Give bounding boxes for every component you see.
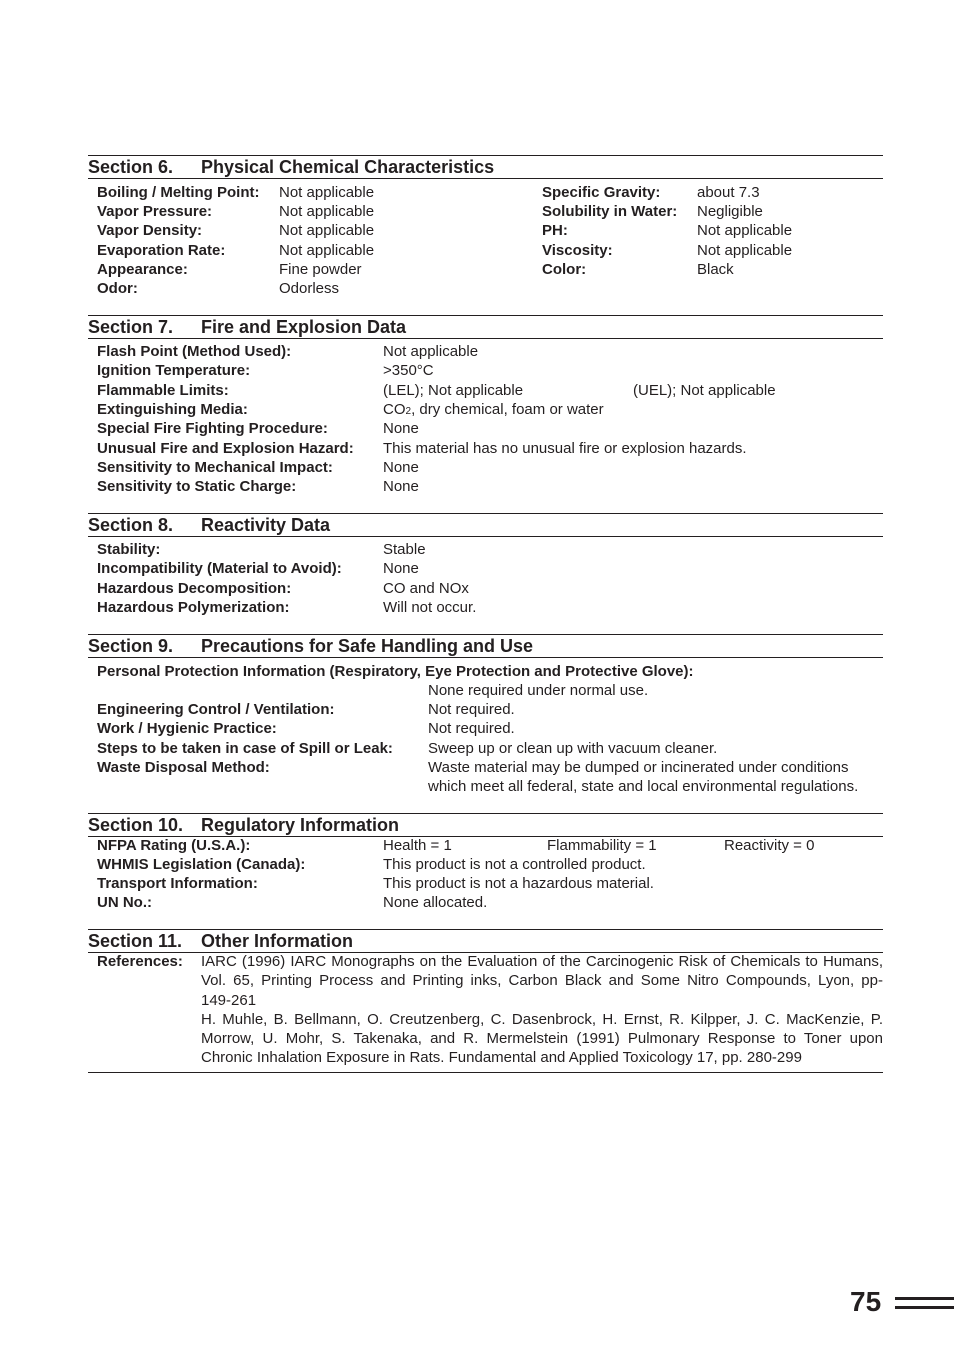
property-value: None — [383, 420, 419, 437]
property-value: Negligible — [697, 203, 763, 220]
property-label: Boiling / Melting Point: — [97, 184, 260, 201]
property-value: This product is not a controlled product. — [383, 856, 646, 873]
property-label: Unusual Fire and Explosion Hazard: — [97, 440, 354, 457]
property-value: Fine powder — [279, 261, 362, 278]
section-11-header — [88, 929, 883, 953]
property-value: None allocated. — [383, 894, 488, 911]
section-11 — [88, 929, 883, 1066]
property-value: Not applicable — [383, 343, 479, 360]
property-value: This material has no unusual fire or explosion hazards. — [383, 440, 747, 457]
property-value: Not required. — [428, 720, 515, 737]
subscript: 2 — [405, 406, 412, 417]
section-end-divider — [88, 1072, 883, 1073]
section-7-header — [88, 315, 883, 339]
property-label: Special Fire Fighting Procedure: — [97, 420, 328, 437]
property-label: Solubility in Water: — [542, 203, 678, 220]
section-title: Physical Chemical Characteristics — [201, 157, 495, 177]
property-value: Not applicable — [697, 222, 793, 239]
section-number: Section 9. — [88, 636, 174, 656]
property-label: Ignition Temperature: — [97, 362, 251, 379]
section-9-header — [88, 634, 883, 658]
property-value: CO and NOx — [383, 580, 469, 597]
section-number: Section 6. — [88, 157, 174, 177]
property-label: Stability: — [97, 541, 161, 558]
property-value: Odorless — [279, 280, 340, 297]
property-label: Appearance: — [97, 261, 188, 278]
formula-rest: , dry chemical, foam or water — [411, 401, 604, 418]
property-label: Flash Point (Method Used): — [97, 343, 292, 360]
property-value: Sweep up or clean up with vacuum cleaner. — [428, 740, 718, 757]
property-value: None — [383, 459, 419, 476]
property-label: Hazardous Polymerization: — [97, 599, 290, 616]
property-label: Incompatibility (Material to Avoid): — [97, 560, 342, 577]
section-9 — [88, 634, 883, 795]
section-8 — [88, 513, 883, 616]
section-title: Precautions for Safe Handling and Use — [201, 636, 534, 656]
section-number: Section 7. — [88, 317, 174, 337]
section-number: Section 10. — [88, 815, 184, 835]
section-6 — [88, 155, 883, 297]
property-value — [383, 400, 604, 421]
property-label: Extinguishing Media: — [97, 401, 248, 418]
property-label: Engineering Control / Ventilation: — [97, 701, 335, 718]
section-title: Other Information — [201, 931, 353, 951]
property-label: WHMIS Legislation (Canada): — [97, 856, 306, 873]
property-value: about 7.3 — [697, 184, 760, 201]
reference-line: IARC (1996) IARC Monographs on the Evaluation of the Carcinogenic Risk of Chemicals to Humans, — [201, 953, 883, 970]
nfpa-flammability: Flammability = 1 — [547, 837, 657, 854]
reference-line: Morrow, U. Mohr, S. Takenaka, and R. Mermelstein (1991) Pulmonary Response to Toner upon — [201, 1030, 883, 1047]
property-value: None required under normal use. — [428, 682, 649, 699]
page-decoration-bar — [895, 1297, 954, 1300]
section-10 — [88, 813, 883, 911]
property-label: Flammable Limits: — [97, 382, 229, 399]
property-value: Stable — [383, 541, 426, 558]
section-number: Section 11. — [88, 931, 183, 951]
property-value: This product is not a hazardous material. — [383, 875, 654, 892]
property-label: NFPA Rating (U.S.A.): — [97, 837, 251, 854]
reference-line: Chronic Inhalation Exposure in Rats. Fundamental and Applied Toxicology 17, pp. 280-299 — [201, 1049, 802, 1066]
property-label: PH: — [542, 222, 568, 239]
property-value: Will not occur. — [383, 599, 477, 616]
formula-text: CO — [383, 401, 406, 418]
property-label: Evaporation Rate: — [97, 242, 226, 259]
page-number: 75 — [850, 1286, 882, 1317]
property-value: None — [383, 560, 419, 577]
section-title: Reactivity Data — [201, 515, 331, 535]
property-label: UN No.: — [97, 894, 152, 911]
property-label: Transport Information: — [97, 875, 258, 892]
section-8-header — [88, 513, 883, 537]
property-label: Hazardous Decomposition: — [97, 580, 292, 597]
nfpa-reactivity: Reactivity = 0 — [724, 837, 815, 854]
property-value: Black — [697, 261, 734, 278]
section-7 — [88, 315, 883, 495]
lel-value: (LEL); Not applicable — [383, 382, 524, 399]
property-label: Sensitivity to Mechanical Impact: — [97, 459, 333, 476]
section-number: Section 8. — [88, 515, 174, 535]
reference-line: Vol. 65, Printing Process and Printing inks, Carbon Black and Some Nitro Compounds, Lyon, pp- — [201, 972, 883, 989]
property-label: Personal Protection Information (Respiratory, Eye Protection and Protective Glove): — [97, 663, 694, 680]
section-title: Fire and Explosion Data — [201, 317, 407, 337]
property-label: Work / Hygienic Practice: — [97, 720, 277, 737]
property-label: Vapor Pressure: — [97, 203, 213, 220]
property-label: Viscosity: — [542, 242, 613, 259]
property-label: Vapor Density: — [97, 222, 203, 239]
references-label: References: — [97, 953, 183, 970]
property-value: Not applicable — [279, 184, 375, 201]
property-value: Not applicable — [697, 242, 793, 259]
property-value: Not applicable — [279, 242, 375, 259]
property-label: Steps to be taken in case of Spill or Leak: — [97, 740, 393, 757]
page-decoration-bar — [895, 1306, 954, 1309]
section-title: Regulatory Information — [201, 815, 400, 835]
uel-value: (UEL); Not applicable — [633, 382, 776, 399]
property-value: Not applicable — [279, 203, 375, 220]
property-label: Odor: — [97, 280, 138, 297]
property-label: Specific Gravity: — [542, 184, 661, 201]
reference-line: H. Muhle, B. Bellmann, O. Creutzenberg, C. Dasenbrock, H. Ernst, R. Kilpper, J. C. MacKenzie, P. — [201, 1011, 883, 1028]
section-10-header — [88, 813, 883, 837]
property-value: None — [383, 478, 419, 495]
property-value: Waste material may be dumped or incinerated under conditions — [428, 759, 849, 776]
property-value-continued: which meet all federal, state and local environmental regulations. — [428, 778, 859, 795]
property-label: Waste Disposal Method: — [97, 759, 270, 776]
nfpa-health: Health = 1 — [383, 837, 452, 854]
property-value: >350°C — [383, 362, 434, 379]
property-value: Not required. — [428, 701, 515, 718]
property-label: Sensitivity to Static Charge: — [97, 478, 297, 495]
property-label: Color: — [542, 261, 587, 278]
section-6-header — [88, 155, 883, 179]
reference-line: 149-261 — [201, 992, 257, 1009]
property-value: Not applicable — [279, 222, 375, 239]
